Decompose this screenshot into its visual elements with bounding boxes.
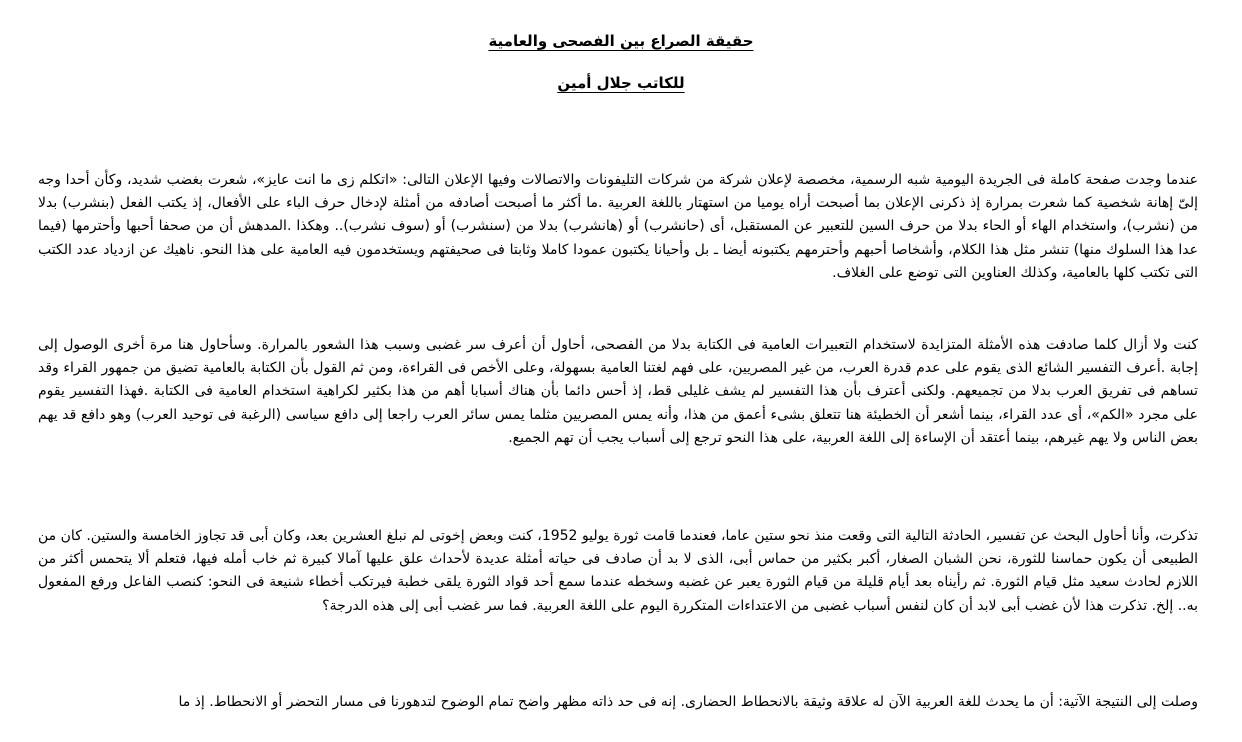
- paragraph-1: عندما وجدت صفحة كاملة فى الجريدة اليومية شبه الرسمية، مخصصة لإعلان شركة من شركات التليفونات والاتصالات وفيها الإعلان التالى: «اتكلم زى ما انت عايز»، شعرت بغضب شديد، وكأن أحدا وجه إلىّ إهانة شخصية كما شعرت بمرارة إذ ذكرنى الإعلان بما أصبحت أراه يوميا من استهتار باللغة العربية .ما أكثر ما أصبحت أصادفه من أمثلة لإدخال حرف الباء على الأفعال، إذ يكتب الفعل (بنشرب) بدلا من (نشرب)، واستخدام الهاء أو الحاء بدلا من حرف السين للتعبير عن المستقبل، أى (حانشرب) أو (هانشرب) بدلا من (سنشرب) أو (سوف نشرب).. وهكذا .المدهش أن من صحفا أحبها وأحترمها (فيما عدا هذا السلوك منها) تنشر مثل هذا الكلام، وأشخاصا أحبهم وأحترمهم يكتبونه أيضا ـ بل وأحيانا يكتبون عمودا كاملا وثابتا فى صحيفتهم ويستخدمون فيه العامية على هذا النحو. ناهيك عن ازدياد عدد الكتب التى تكتب كلها بالعامية، وكذلك العناوين التى توضع على الغلاف.: [38, 172, 1198, 281]
- paragraph-4: وصلت إلى النتيجة الآتية: أن ما يحدث للغة العربية الآن له علاقة وثيقة بالانحطاط الحضارى. إنه فى حد ذاته مظهر واضح تمام الوضوح لتدهورنا فى مسار التحضر أو الانحطاط. إذ ما: [178, 694, 1198, 710]
- paragraph-2: كنت ولا أزال كلما صادفت هذه الأمثلة المتزايدة لاستخدام التعبيرات العامية فى الكتابة بدلا من الفصحى، أحاول أن أعرف سر غضبى وسبب هذا الشعور بالمرارة. وسأحاول هنا مرة أخرى الوصول إلى إجابة .أعرف التفسير الشائع الذى يقوم على عدم قدرة العرب، من غير المصريين، على فهم لغتنا العامية بسهولة، وعلى الأخص فى القراءة، ومن ثم القول بأن الكتابة بالعامية تضيق من جمهور القراء وقد تساهم فى تفريق العرب بدلا من تجميعهم. ولكنى أعترف بأن هذا التفسير لم يشف غليلى قط، إذ أحس دائما بأن هناك أسبابا أهم من هذا بكثير لكراهية استخدام العامية فى الكتابة .فهذا التفسير يقوم على مجرد «الكم»، أى عدد القراء، بينما أشعر أن الخطيئة هنا تتعلق بشىء أعمق من هذا، وأنه يمس المصريين مثلما يمس سائر العرب راجعا إلى دافع سياسى (الرغبة فى توحيد العرب) وهو دافع قد يهم بعض الناس ولا يهم غيرهم، بينما أعتقد أن الإساءة إلى اللغة العربية، على هذا النحو ترجع إلى أسباب يجب أن تهم الجميع.: [38, 337, 1198, 446]
- paragraph-3: تذكرت، وأنا أحاول البحث عن تفسير، الحادثة التالية التى وقعت منذ نحو ستين عاما، فعندما قامت ثورة يوليو 1952، كنت وبعض إخوتى لم نبلغ العشرين بعد، وكان أبى قد تجاوز الخامسة والستين. كان من الطبيعى أن يكون حماسنا للثورة، نحن الشبان الصغار، أكبر بكثير من حماس أبى، الذى لا بد أن صادف فى حياته أمثلة عديدة لأحداث علق عليها آمالا كبيرة ثم خاب أمله فيها، فتعلم ألا يتحمس أكثر من اللازم لحادث سعيد مثل قيام الثورة. ثم رأيناه بعد أيام قليلة من قيام الثورة يعبر عن غضبه وسخطه عندما سمع أحد قواد الثورة يلقى خطبة فيرتكب أخطاء شنيعة فى النحو: كنصب الفاعل ورفع المفعول به.. إلخ. تذكرت هذا لأن غضب أبى لابد أن كان لنفس أسباب غضبى من الاعتداءات المتكررة اليوم على اللغة العربية. فما سر غضب أبى إلى هذه الدرجة؟: [38, 528, 1198, 614]
- title-text: حقيقة الصراع بين الفصحى والعامية: [488, 32, 754, 50]
- author-text: للكاتب جلال أمين: [557, 74, 685, 92]
- document-author: [0, 74, 1242, 92]
- document-title: [0, 32, 1242, 50]
